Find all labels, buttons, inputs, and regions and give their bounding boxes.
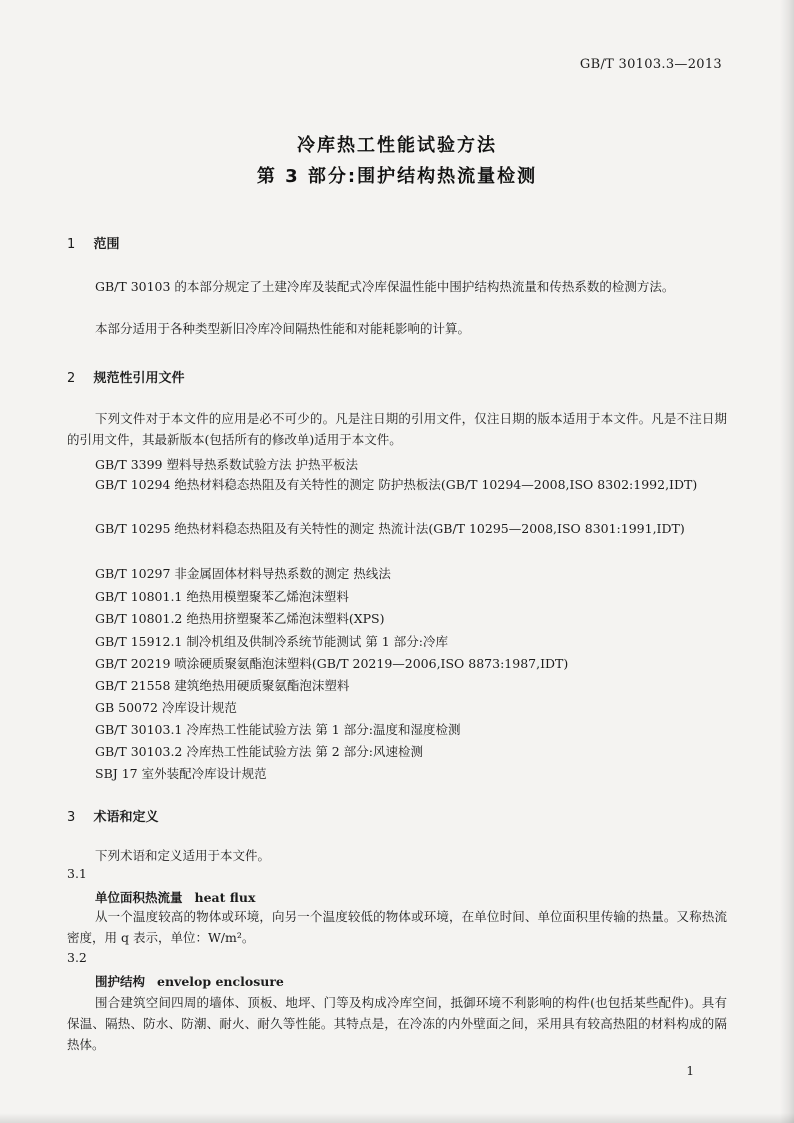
section-3-intro: 下列术语和定义适用于本文件。	[95, 848, 271, 863]
section-number: 1	[67, 237, 76, 252]
section-title: 规范性引用文件	[93, 371, 185, 386]
term-number: 3.2	[67, 950, 87, 965]
section-1-paragraph-1: GB/T 30103 的本部分规定了土建冷库及装配式冷库保温性能中围护结构热流量和传热系数的检测方法。	[95, 279, 675, 294]
term-chinese: 单位面积热流量	[95, 890, 183, 905]
term-heading	[95, 888, 255, 906]
term-definition: 从一个温度较高的物体或环境，向另一个温度较低的物体或环境，在单位时间、单位面积里传输的热量。又称热流密度，用 q 表示，单位：W/m²。	[67, 909, 727, 945]
page-edge-shadow	[780, 0, 794, 1123]
reference-item: GB/T 10297 非金属固体材料导热系数的测定 热线法	[95, 566, 391, 581]
term-heading	[95, 972, 284, 990]
section-number: 3	[67, 810, 76, 825]
section-3-heading	[67, 806, 159, 825]
reference-item: GB/T 10295 绝热材料稳态热阻及有关特性的测定 热流计法(GB/T 10295—2008,ISO 8301:1991,IDT)	[95, 521, 685, 536]
section-title: 范围	[93, 237, 120, 252]
reference-item: GB/T 3399 塑料导热系数试验方法 护热平板法	[95, 457, 358, 472]
reference-item: GB/T 30103.1 冷库热工性能试验方法 第 1 部分:温度和湿度检测	[95, 722, 461, 737]
reference-item: GB/T 10801.1 绝热用模塑聚苯乙烯泡沫塑料	[95, 589, 349, 604]
reference-item: GB/T 10294 绝热材料稳态热阻及有关特性的测定 防护热板法(GB/T 10294—2008,ISO 8302:1992,IDT)	[95, 477, 698, 492]
document-subtitle: 第 3 部分:围护结构热流量检测	[256, 166, 538, 187]
page-number: 1	[686, 1064, 694, 1078]
section-2-intro: 下列文件对于本文件的应用是必不可少的。凡是注日期的引用文件，仅注日期的版本适用于本文件。凡是不注日期的引用文件，其最新版本(包括所有的修改单)适用于本文件。	[67, 411, 727, 447]
term-definition: 围合建筑空间四周的墙体、顶板、地坪、门等及构成冷库空间，抵御环境不利影响的构件(也包括某些配件)。具有保温、隔热、防水、防潮、耐火、耐久等性能。其特点是，在冷冻的内外壁面之间，采用具有较高热阻的材料构成的隔热体。	[67, 995, 727, 1052]
term-chinese: 围护结构	[95, 974, 146, 989]
reference-item: GB/T 20219 喷涂硬质聚氨酯泡沫塑料(GB/T 20219—2006,ISO 8873:1987,IDT)	[95, 656, 569, 671]
reference-item: GB/T 21558 建筑绝热用硬质聚氨酯泡沫塑料	[95, 678, 350, 693]
standard-code: GB/T 30103.3—2013	[579, 57, 722, 72]
page-bottom-shadow	[0, 1113, 794, 1123]
reference-item: GB/T 10801.2 绝热用挤塑聚苯乙烯泡沫塑料(XPS)	[95, 611, 385, 626]
section-title: 术语和定义	[93, 810, 159, 825]
section-2-heading	[67, 367, 185, 386]
section-1-heading	[67, 233, 120, 252]
term-english: envelop enclosure	[157, 974, 284, 989]
reference-item: GB/T 30103.2 冷库热工性能试验方法 第 2 部分:风速检测	[95, 744, 423, 759]
term-english: heat flux	[194, 890, 256, 905]
term-number: 3.1	[67, 866, 87, 881]
reference-item: SBJ 17 室外装配冷库设计规范	[95, 766, 267, 781]
section-1-paragraph-2: 本部分适用于各种类型新旧冷库冷间隔热性能和对能耗影响的计算。	[95, 321, 471, 336]
reference-item: GB 50072 冷库设计规范	[95, 700, 237, 715]
document-title: 冷库热工性能试验方法	[297, 135, 497, 156]
section-number: 2	[67, 371, 76, 386]
reference-item: GB/T 15912.1 制冷机组及供制冷系统节能测试 第 1 部分:冷库	[95, 634, 448, 649]
